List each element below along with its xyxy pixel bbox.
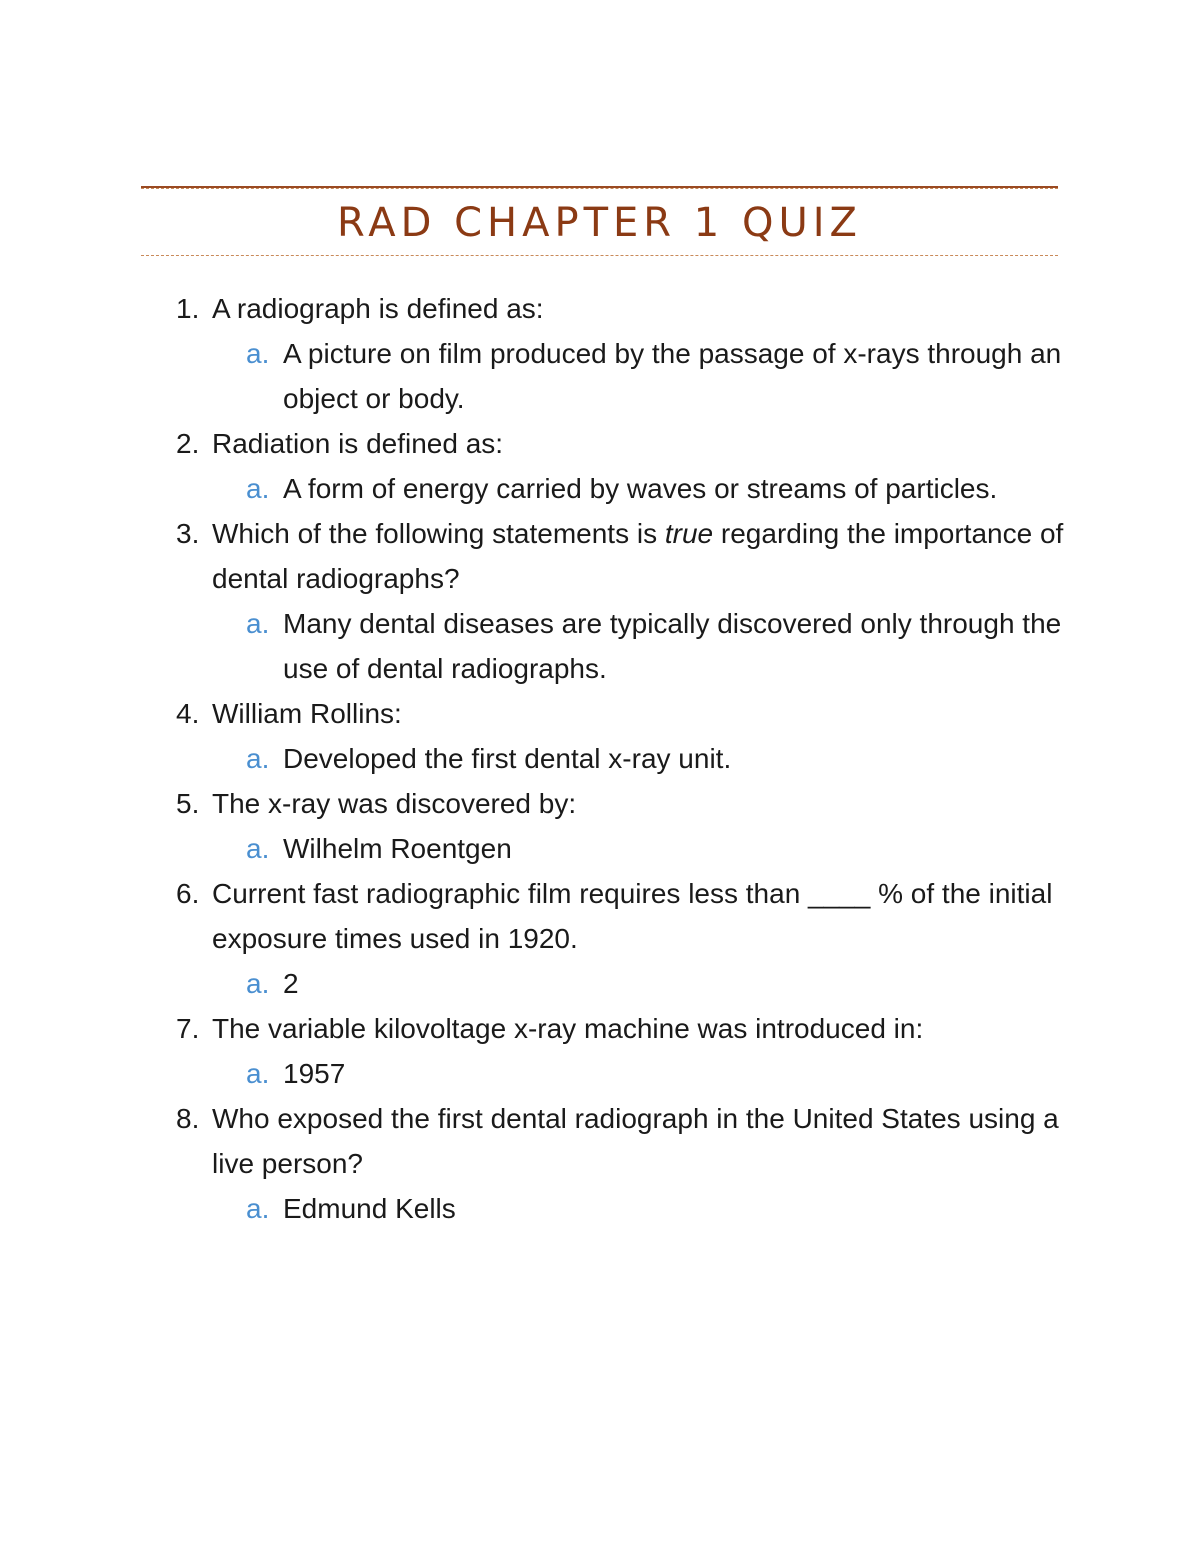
question-text-before: Which of the following statements is bbox=[212, 518, 665, 549]
question-text: William Rollins: bbox=[212, 698, 402, 729]
question-text: Radiation is defined as: bbox=[212, 428, 504, 459]
answer-3 bbox=[246, 601, 1066, 691]
question-number: 6. bbox=[176, 878, 200, 909]
question-8 bbox=[176, 1096, 1066, 1186]
question-number: 2. bbox=[176, 428, 200, 459]
title-bottom-rule bbox=[141, 255, 1058, 256]
question-number: 1. bbox=[176, 293, 200, 324]
title-block bbox=[141, 186, 1058, 256]
answer-letter: a. bbox=[246, 743, 270, 774]
answer-text: 2 bbox=[283, 968, 299, 999]
answer-text: A form of energy carried by waves or streams of particles. bbox=[283, 473, 998, 504]
answer-6 bbox=[246, 961, 1066, 1006]
answer-4 bbox=[246, 736, 1066, 781]
answer-letter: a. bbox=[246, 473, 270, 504]
answer-7 bbox=[246, 1051, 1066, 1096]
question-number: 3. bbox=[176, 518, 200, 549]
question-text: Current fast radiographic film requires less than ____ % of the initial exposure times used in 1920. bbox=[212, 878, 1053, 954]
answer-text: Developed the first dental x-ray unit. bbox=[283, 743, 732, 774]
question-6 bbox=[176, 871, 1066, 961]
question-1 bbox=[176, 286, 1066, 331]
answer-letter: a. bbox=[246, 968, 270, 999]
answer-text: Edmund Kells bbox=[283, 1193, 456, 1224]
question-text: The x-ray was discovered by: bbox=[212, 788, 577, 819]
question-5 bbox=[176, 781, 1066, 826]
answer-text: 1957 bbox=[283, 1058, 346, 1089]
page-title: RAD CHAPTER 1 QUIZ bbox=[337, 200, 862, 246]
answer-letter: a. bbox=[246, 1058, 270, 1089]
question-3 bbox=[176, 511, 1066, 601]
answer-letter: a. bbox=[246, 608, 270, 639]
quiz-list bbox=[176, 286, 1066, 1231]
answer-letter: a. bbox=[246, 1193, 270, 1224]
question-text-after: regarding the importance of dental radiographs? bbox=[212, 518, 1064, 594]
answer-letter: a. bbox=[246, 338, 270, 369]
question-number: 8. bbox=[176, 1103, 200, 1134]
answer-8 bbox=[246, 1186, 1066, 1231]
question-4 bbox=[176, 691, 1066, 736]
answer-text: Many dental diseases are typically discovered only through the use of dental radiographs. bbox=[283, 608, 1062, 684]
answer-2 bbox=[246, 466, 1066, 511]
answer-letter: a. bbox=[246, 833, 270, 864]
question-2 bbox=[176, 421, 1066, 466]
question-text: A radiograph is defined as: bbox=[212, 293, 544, 324]
question-text: The variable kilovoltage x-ray machine was introduced in: bbox=[212, 1013, 924, 1044]
answer-1 bbox=[246, 331, 1066, 421]
question-number: 5. bbox=[176, 788, 200, 819]
answer-text: A picture on film produced by the passage of x-rays through an object or body. bbox=[283, 338, 1062, 414]
answer-text: Wilhelm Roentgen bbox=[283, 833, 512, 864]
title-top-rule bbox=[141, 186, 1058, 189]
question-text bbox=[212, 511, 1066, 601]
answer-5 bbox=[246, 826, 1066, 871]
question-text: Who exposed the first dental radiograph in the United States using a live person? bbox=[212, 1103, 1059, 1179]
question-number: 4. bbox=[176, 698, 200, 729]
question-7 bbox=[176, 1006, 1066, 1051]
question-number: 7. bbox=[176, 1013, 200, 1044]
question-text-emphasis: true bbox=[664, 518, 714, 549]
